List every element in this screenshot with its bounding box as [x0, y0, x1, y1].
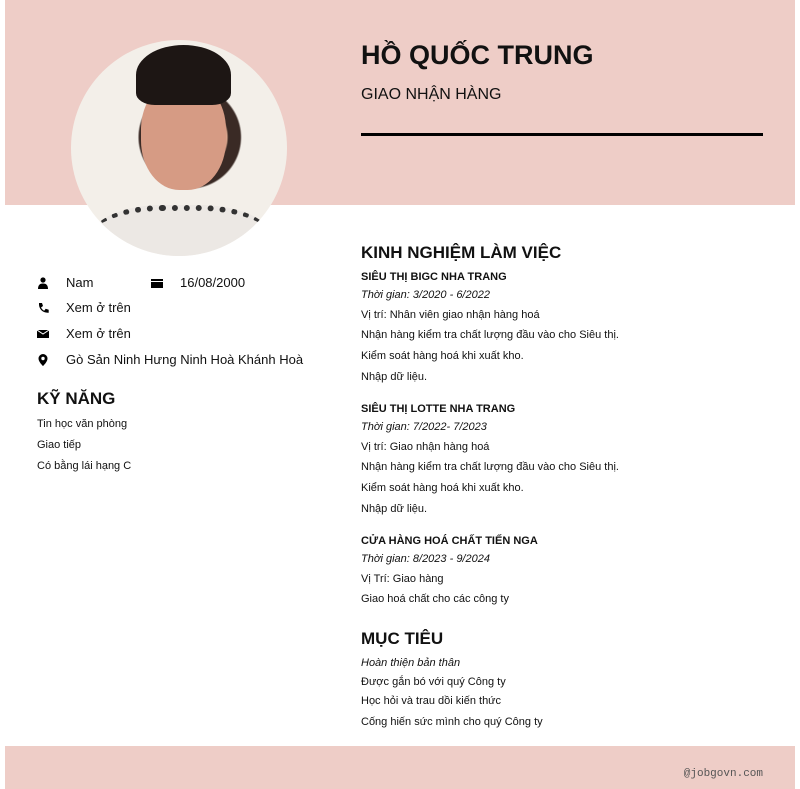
job-line: Kiểm soát hàng hoá khi xuất kho.	[361, 482, 524, 494]
job-time: Thời gian: 7/2022- 7/2023	[361, 421, 487, 433]
candidate-name: HỒ QUỐC TRUNG	[361, 40, 594, 70]
job-line: Giao hoá chất cho các công ty	[361, 593, 509, 605]
email-value: Xem ở trên	[66, 326, 131, 341]
person-icon	[37, 277, 49, 289]
calendar-icon	[151, 277, 163, 289]
skill-item: Tin học văn phòng	[37, 418, 128, 430]
job-company: CỬA HÀNG HOÁ CHẤT TIẾN NGA	[361, 535, 538, 547]
divider	[361, 133, 763, 136]
phone-icon	[37, 302, 49, 314]
job-line: Kiểm soát hàng hoá khi xuất kho.	[361, 350, 524, 362]
job-title: GIAO NHẬN HÀNG	[361, 86, 502, 103]
job-company: SIÊU THỊ BIGC NHA TRANG	[361, 271, 507, 283]
objective-heading: MỤC TIÊU	[361, 629, 444, 648]
footer-band	[5, 746, 795, 789]
phone-row	[35, 300, 131, 315]
job-line: Nhập dữ liệu.	[361, 503, 428, 515]
job-line: Vị trí: Nhân viên giao nhận hàng hoá	[361, 309, 540, 321]
objective-subtitle: Hoàn thiện bản thân	[361, 657, 461, 669]
job-line: Vị trí: Giao nhận hàng hoá	[361, 441, 490, 453]
objective-line: Học hỏi và trau dồi kiến thức	[361, 695, 502, 707]
job-company: SIÊU THỊ LOTTE NHA TRANG	[361, 403, 516, 415]
experience-heading: KINH NGHIỆM LÀM VIỆC	[361, 243, 562, 262]
job-line: Nhận hàng kiểm tra chất lượng đầu vào cho Siêu thị.	[361, 461, 619, 473]
skills-heading: KỸ NĂNG	[37, 389, 116, 408]
job-time: Thời gian: 8/2023 - 9/2024	[361, 553, 490, 565]
address-row	[35, 352, 303, 367]
gender-value: Nam	[66, 275, 94, 290]
profile-photo	[71, 40, 287, 256]
address-value: Gò Sản Ninh Hưng Ninh Hoà Khánh Hoà	[66, 352, 304, 367]
skill-item: Giao tiếp	[37, 439, 82, 451]
birthdate-row	[149, 275, 245, 290]
job-line: Nhập dữ liệu.	[361, 371, 428, 383]
job-time: Thời gian: 3/2020 - 6/2022	[361, 289, 490, 301]
phone-value: Xem ở trên	[66, 300, 131, 315]
gender-row	[35, 275, 93, 290]
watermark: @jobgovn.com	[683, 768, 763, 780]
job-line: Vị Trí: Giao hàng	[361, 573, 444, 585]
birthdate-value: 16/08/2000	[180, 275, 246, 290]
location-pin-icon	[37, 354, 49, 366]
skill-item: Có bằng lái hạng C	[37, 460, 132, 472]
job-line: Nhận hàng kiểm tra chất lượng đầu vào cho Siêu thị.	[361, 329, 619, 341]
email-row	[35, 326, 131, 341]
objective-line: Được gắn bó với quý Công ty	[361, 676, 506, 688]
envelope-icon	[37, 328, 49, 340]
objective-line: Cống hiến sức mình cho quý Công ty	[361, 716, 543, 728]
